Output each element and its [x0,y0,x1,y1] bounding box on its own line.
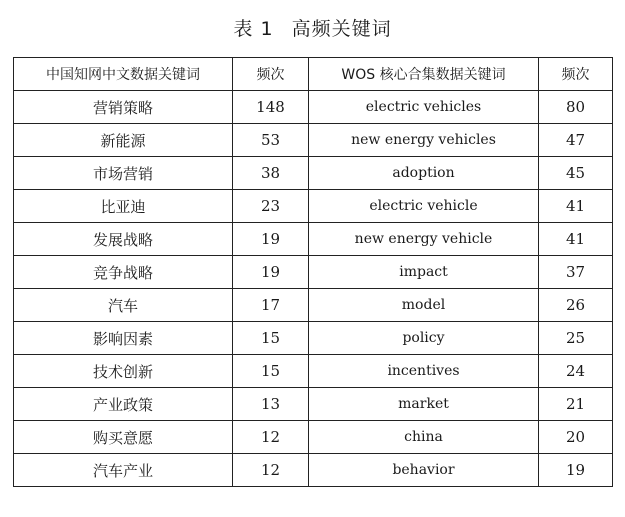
cn-frequency-cell: 12 [233,454,309,487]
table-title: 高频关键词 [291,18,392,40]
wos-keyword-cell: adoption [309,157,539,190]
cn-frequency-cell: 15 [233,355,309,388]
wos-keyword-cell: policy [309,322,539,355]
wos-keyword-cell: electric vehicle [309,190,539,223]
wos-frequency-cell: 41 [539,223,613,256]
cn-keyword-cell: 汽车 [14,289,233,322]
cn-keyword-cell: 汽车产业 [14,454,233,487]
cn-frequency-cell: 17 [233,289,309,322]
cn-keyword-cell: 市场营销 [14,157,233,190]
cn-keyword-cell: 发展战略 [14,223,233,256]
cn-frequency-cell: 38 [233,157,309,190]
header-wos-frequency: 频次 [539,58,613,91]
table-row [14,355,613,388]
wos-keyword-cell: new energy vehicles [309,124,539,157]
wos-frequency-cell: 26 [539,289,613,322]
wos-frequency-cell: 25 [539,322,613,355]
table-number: 表 1 [233,18,274,40]
cn-keyword-cell: 比亚迪 [14,190,233,223]
wos-keyword-cell: impact [309,256,539,289]
cn-frequency-cell: 148 [233,91,309,124]
wos-frequency-cell: 19 [539,454,613,487]
wos-frequency-cell: 80 [539,91,613,124]
table-row [14,190,613,223]
cn-keyword-cell: 技术创新 [14,355,233,388]
cn-keyword-cell: 购买意愿 [14,421,233,454]
wos-keyword-cell: electric vehicles [309,91,539,124]
cn-frequency-cell: 13 [233,388,309,421]
table-caption [0,14,625,41]
header-cn-keyword: 中国知网中文数据关键词 [14,58,233,91]
cn-frequency-cell: 12 [233,421,309,454]
table-row [14,322,613,355]
cn-keyword-cell: 产业政策 [14,388,233,421]
table-row [14,124,613,157]
wos-frequency-cell: 37 [539,256,613,289]
table-row [14,388,613,421]
table-row [14,223,613,256]
table-row [14,157,613,190]
wos-frequency-cell: 45 [539,157,613,190]
wos-frequency-cell: 41 [539,190,613,223]
wos-frequency-cell: 21 [539,388,613,421]
cn-keyword-cell: 营销策略 [14,91,233,124]
cn-frequency-cell: 19 [233,223,309,256]
wos-keyword-cell: market [309,388,539,421]
wos-frequency-cell: 47 [539,124,613,157]
table-row [14,421,613,454]
keyword-frequency-table [13,57,613,487]
table-header-row [14,58,613,91]
cn-keyword-cell: 新能源 [14,124,233,157]
header-cn-frequency: 频次 [233,58,309,91]
cn-keyword-cell: 竞争战略 [14,256,233,289]
wos-keyword-cell: incentives [309,355,539,388]
table-row [14,289,613,322]
wos-keyword-cell: model [309,289,539,322]
table-row [14,256,613,289]
cn-frequency-cell: 23 [233,190,309,223]
cn-frequency-cell: 53 [233,124,309,157]
cn-keyword-cell: 影响因素 [14,322,233,355]
wos-frequency-cell: 20 [539,421,613,454]
table-row [14,454,613,487]
wos-keyword-cell: new energy vehicle [309,223,539,256]
wos-keyword-cell: behavior [309,454,539,487]
table-body [14,91,613,487]
header-wos-keyword: WOS 核心合集数据关键词 [309,58,539,91]
wos-keyword-cell: china [309,421,539,454]
wos-frequency-cell: 24 [539,355,613,388]
table-row [14,91,613,124]
cn-frequency-cell: 19 [233,256,309,289]
cn-frequency-cell: 15 [233,322,309,355]
